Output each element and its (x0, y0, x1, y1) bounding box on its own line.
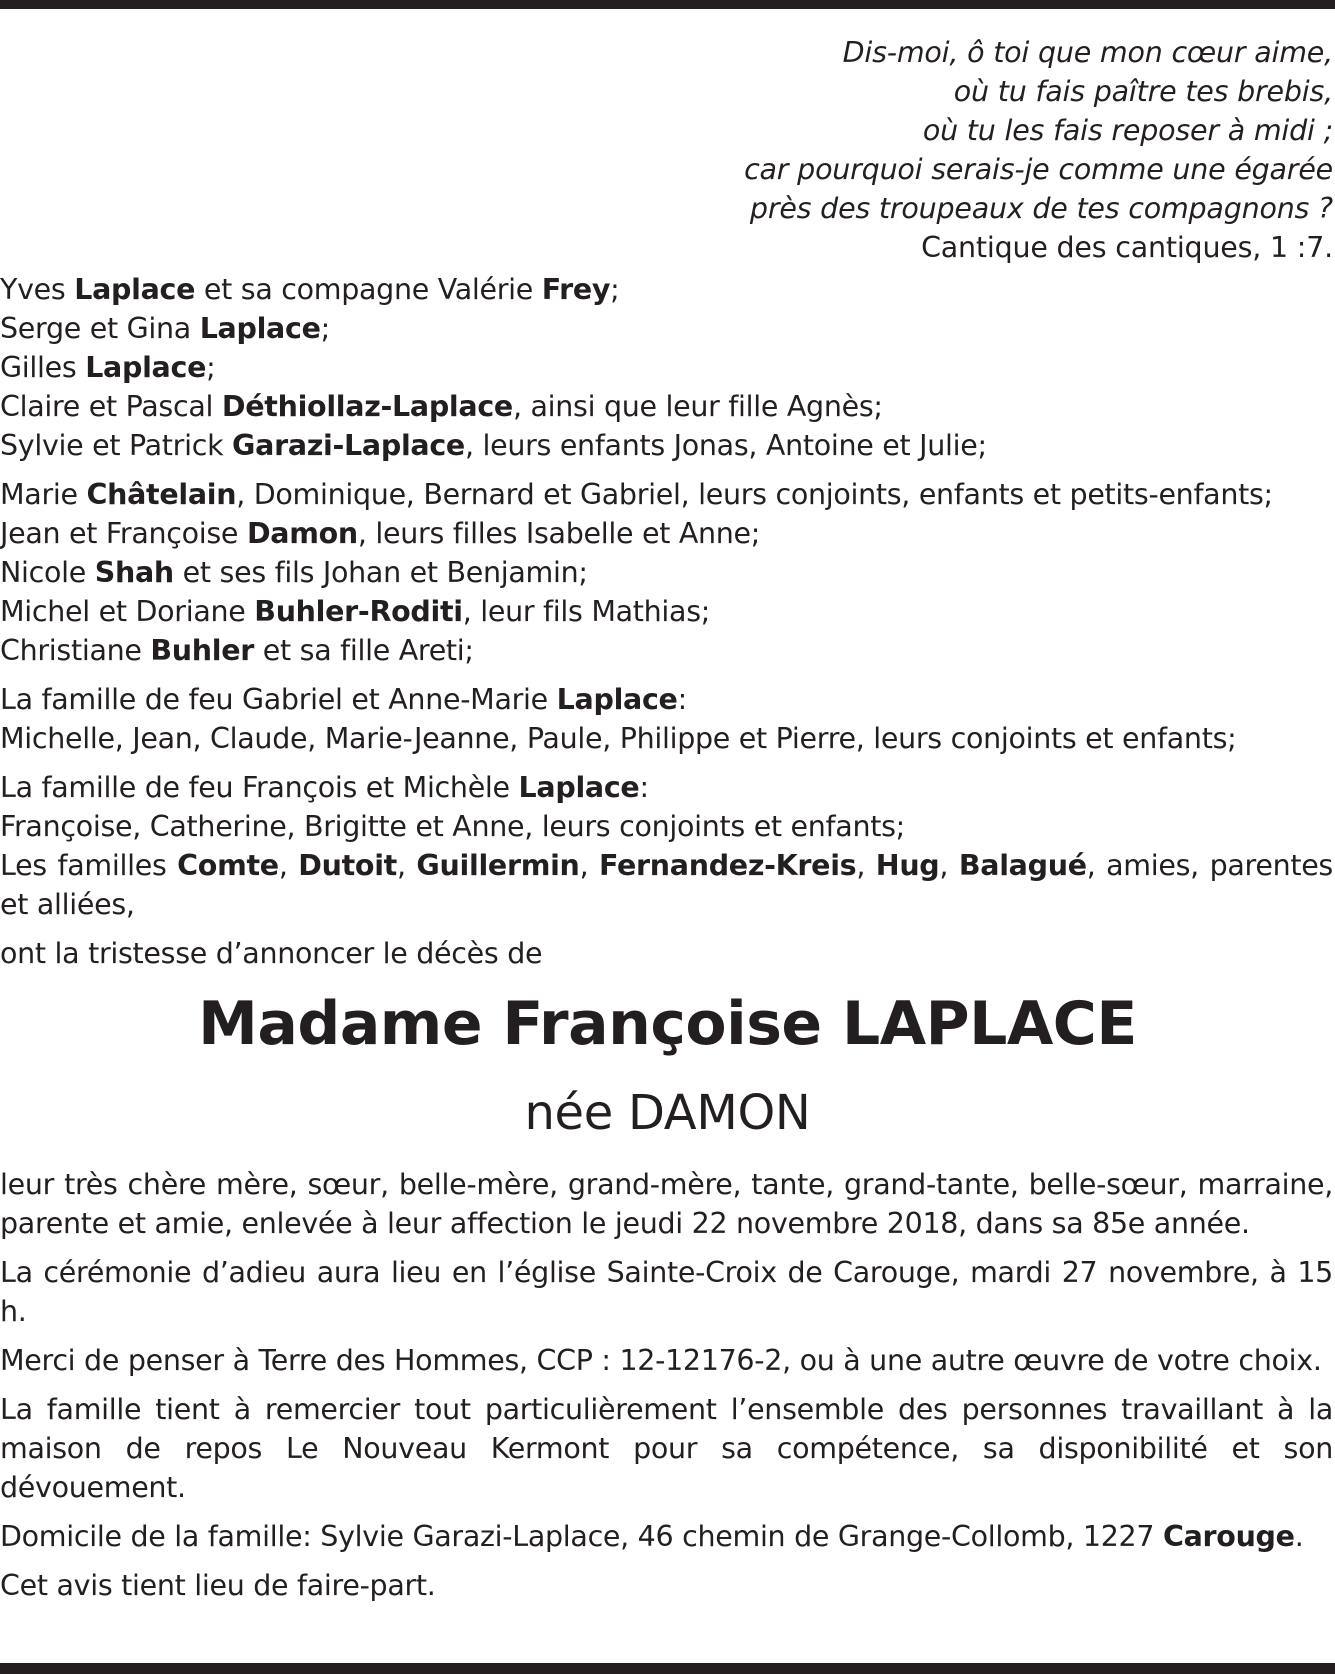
family-line-francois-members: Françoise, Catherine, Brigitte et Anne, leurs conjoints et enfants; (0, 810, 905, 843)
announcement-line: ont la tristesse d’annoncer le décès de (0, 937, 543, 970)
family-line-marie: Marie Châtelain, Dominique, Bernard et Gabriel, leurs conjoints, enfants et petits-enfants; (0, 478, 1273, 511)
family-line-sylvie: Sylvie et Patrick Garazi-Laplace, leurs enfants Jonas, Antoine et Julie; (0, 429, 987, 462)
family-line-michel: Michel et Doriane Buhler-Roditi, leur fils Mathias; (0, 595, 711, 628)
relation-paragraph: leur très chère mère, sœur, belle-mère, grand-mère, tante, grand-tante, belle-sœur, marraine, parente et amie, enlevée à leur affection le jeudi 22 novembre 2018, dans sa 85e année. (0, 1168, 1333, 1240)
family-line-francois: La famille de feu François et Michèle Laplace: (0, 771, 649, 804)
top-rule (0, 0, 1335, 9)
ceremony-paragraph: La cérémonie d’adieu aura lieu en l’église Sainte-Croix de Carouge, mardi 27 novembre, à 15 h. (0, 1256, 1333, 1328)
deceased-name: Madame Françoise LAPLACE (198, 989, 1137, 1059)
verse-reference: Cantique des cantiques, 1 :7. (921, 231, 1333, 264)
domicile-paragraph: Domicile de la famille: Sylvie Garazi-Laplace, 46 chemin de Grange-Collomb, 1227 Carouge. (0, 1520, 1304, 1553)
family-line-yves: Yves Laplace et sa compagne Valérie Frey; (0, 273, 620, 306)
family-line-serge: Serge et Gina Laplace; (0, 312, 330, 345)
verse-line: où tu fais paître tes brebis, (953, 75, 1333, 108)
verse-line: car pourquoi serais-je comme une égarée (744, 153, 1333, 186)
verse-line: près des troupeaux de tes compagnons ? (749, 192, 1333, 225)
family-line-gilles: Gilles Laplace; (0, 351, 216, 384)
family-list (0, 270, 1333, 973)
closing-paragraph: Cet avis tient lieu de faire-part. (0, 1569, 436, 1602)
family-line-claire: Claire et Pascal Déthiollaz-Laplace, ainsi que leur fille Agnès; (0, 390, 883, 423)
bible-verse (744, 33, 1333, 267)
family-line-nicole: Nicole Shah et ses fils Johan et Benjamin; (0, 556, 588, 589)
thanks-paragraph: La famille tient à remercier tout particulièrement l’ensemble des personnes travaillant à la maison de repos Le Nouveau Kermont pour sa compétence, sa disponibilité et son dévouement. (0, 1393, 1333, 1504)
bottom-rule (0, 1663, 1335, 1674)
maiden-name: née DAMON (524, 1085, 811, 1141)
verse-line: où tu les fais reposer à midi ; (922, 114, 1333, 147)
donation-paragraph: Merci de penser à Terre des Hommes, CCP : 12-12176-2, ou à une autre œuvre de votre choix. (0, 1344, 1322, 1377)
family-line-gabriel-members: Michelle, Jean, Claude, Marie-Jeanne, Paule, Philippe et Pierre, leurs conjoints et enfants; (0, 722, 1237, 755)
family-line-christiane: Christiane Buhler et sa fille Areti; (0, 634, 474, 667)
family-line-gabriel: La famille de feu Gabriel et Anne-Marie Laplace: (0, 683, 687, 716)
verse-line: Dis-moi, ô toi que mon cœur aime, (842, 36, 1333, 69)
family-line-other-families: Les familles Comte, Dutoit, Guillermin, Fernandez-Kreis, Hug, Balagué, amies, parentes et alliées, (0, 849, 1333, 921)
family-line-jean: Jean et Françoise Damon, leurs filles Isabelle et Anne; (0, 517, 761, 550)
notice-body (0, 1165, 1333, 1605)
